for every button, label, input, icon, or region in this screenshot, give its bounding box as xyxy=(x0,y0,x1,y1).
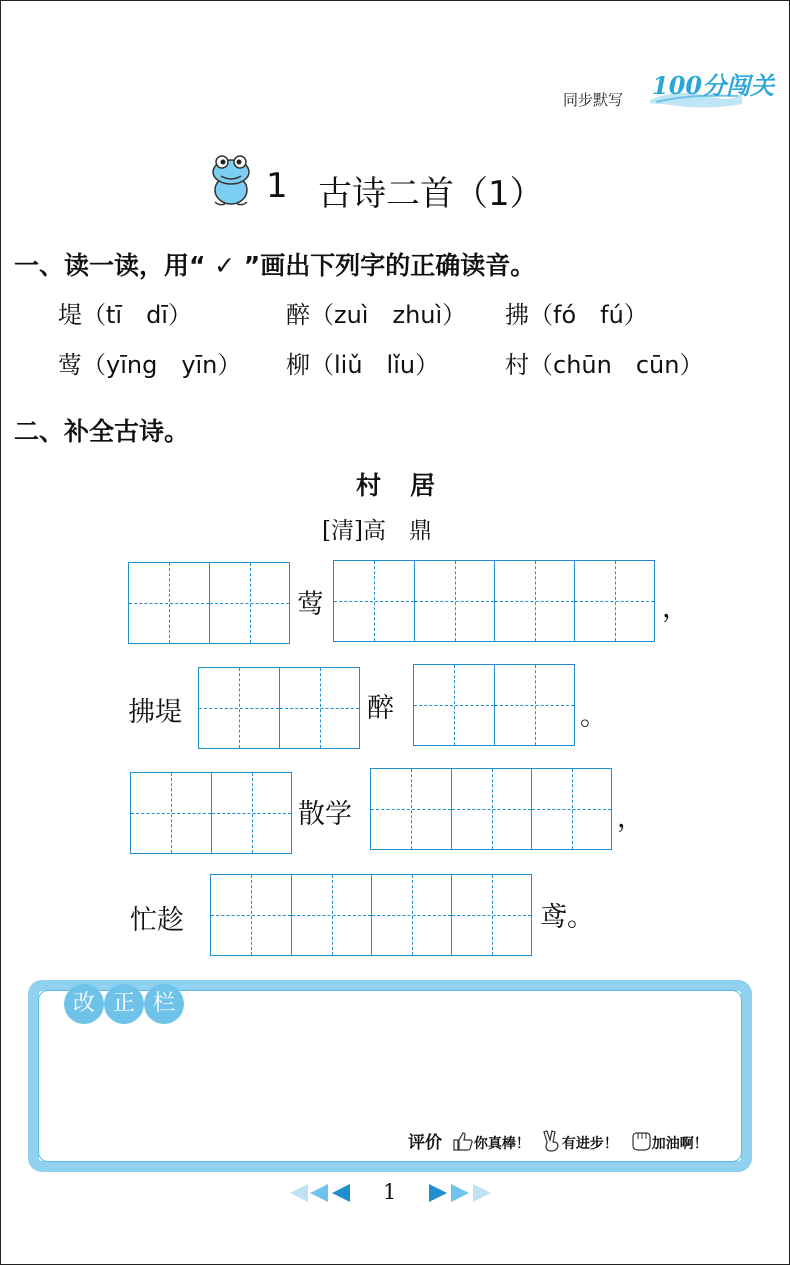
pinyin-item: 堤（tī dī） xyxy=(58,301,192,329)
prev-page-icon[interactable] xyxy=(290,1184,356,1202)
lesson-number: 1 xyxy=(266,166,288,206)
writing-grid[interactable] xyxy=(333,560,655,642)
pinyin-item: 村（chūn cūn） xyxy=(505,351,704,379)
section2-heading: 二、补全古诗。 xyxy=(14,417,190,446)
poem-line1-mid: 莺 xyxy=(297,589,324,620)
fist-icon xyxy=(630,1131,652,1151)
eval-option-progress[interactable]: 有进步！ xyxy=(561,1136,618,1152)
section1-heading: 一、读一读，用“ ✓ ”画出下列字的正确读音。 xyxy=(14,251,536,280)
logo-text: 100分闯关 xyxy=(652,71,775,100)
writing-grid[interactable] xyxy=(198,667,360,749)
eval-option-cheer[interactable]: 加油啊！ xyxy=(651,1136,708,1152)
writing-grid[interactable] xyxy=(210,874,532,956)
header-label: 同步默写 xyxy=(563,91,624,109)
writing-grid[interactable] xyxy=(413,664,575,746)
pinyin-item: 醉（zuì zhuì） xyxy=(286,301,467,329)
victory-hand-icon xyxy=(542,1130,562,1152)
poem-line2-mid: 醉 xyxy=(367,693,394,724)
poem-title: 村 居 xyxy=(356,471,438,500)
poem-line4-start: 忙趁 xyxy=(130,905,184,936)
pinyin-item: 莺（yīng yīn） xyxy=(58,351,242,379)
pinyin-item: 拂（fó fú） xyxy=(505,301,648,329)
page-number: 1 xyxy=(383,1180,397,1204)
pinyin-item: 柳（liǔ lǐu） xyxy=(286,351,440,379)
lesson-title: 古诗二首（1） xyxy=(318,174,544,214)
frog-icon xyxy=(205,152,257,208)
poem-author: [清]高 鼎 xyxy=(322,518,432,544)
evaluation-row xyxy=(408,1128,708,1153)
poem-line3-mid: 散学 xyxy=(298,799,352,830)
eval-label: 评价 xyxy=(408,1133,442,1153)
eval-option-great[interactable]: 你真棒！ xyxy=(473,1136,530,1152)
next-page-icon[interactable] xyxy=(425,1184,491,1202)
poem-line1-end: ， xyxy=(662,593,689,624)
poem-line2-end: 。 xyxy=(580,701,607,732)
writing-grid[interactable] xyxy=(128,562,290,644)
writing-grid[interactable] xyxy=(130,772,292,854)
poem-line4-end: 鸢。 xyxy=(540,902,594,933)
writing-grid[interactable] xyxy=(370,768,612,850)
thumbs-up-icon xyxy=(452,1131,474,1151)
poem-line2-start: 拂堤 xyxy=(128,697,182,728)
poem-line3-end: ， xyxy=(617,803,644,834)
